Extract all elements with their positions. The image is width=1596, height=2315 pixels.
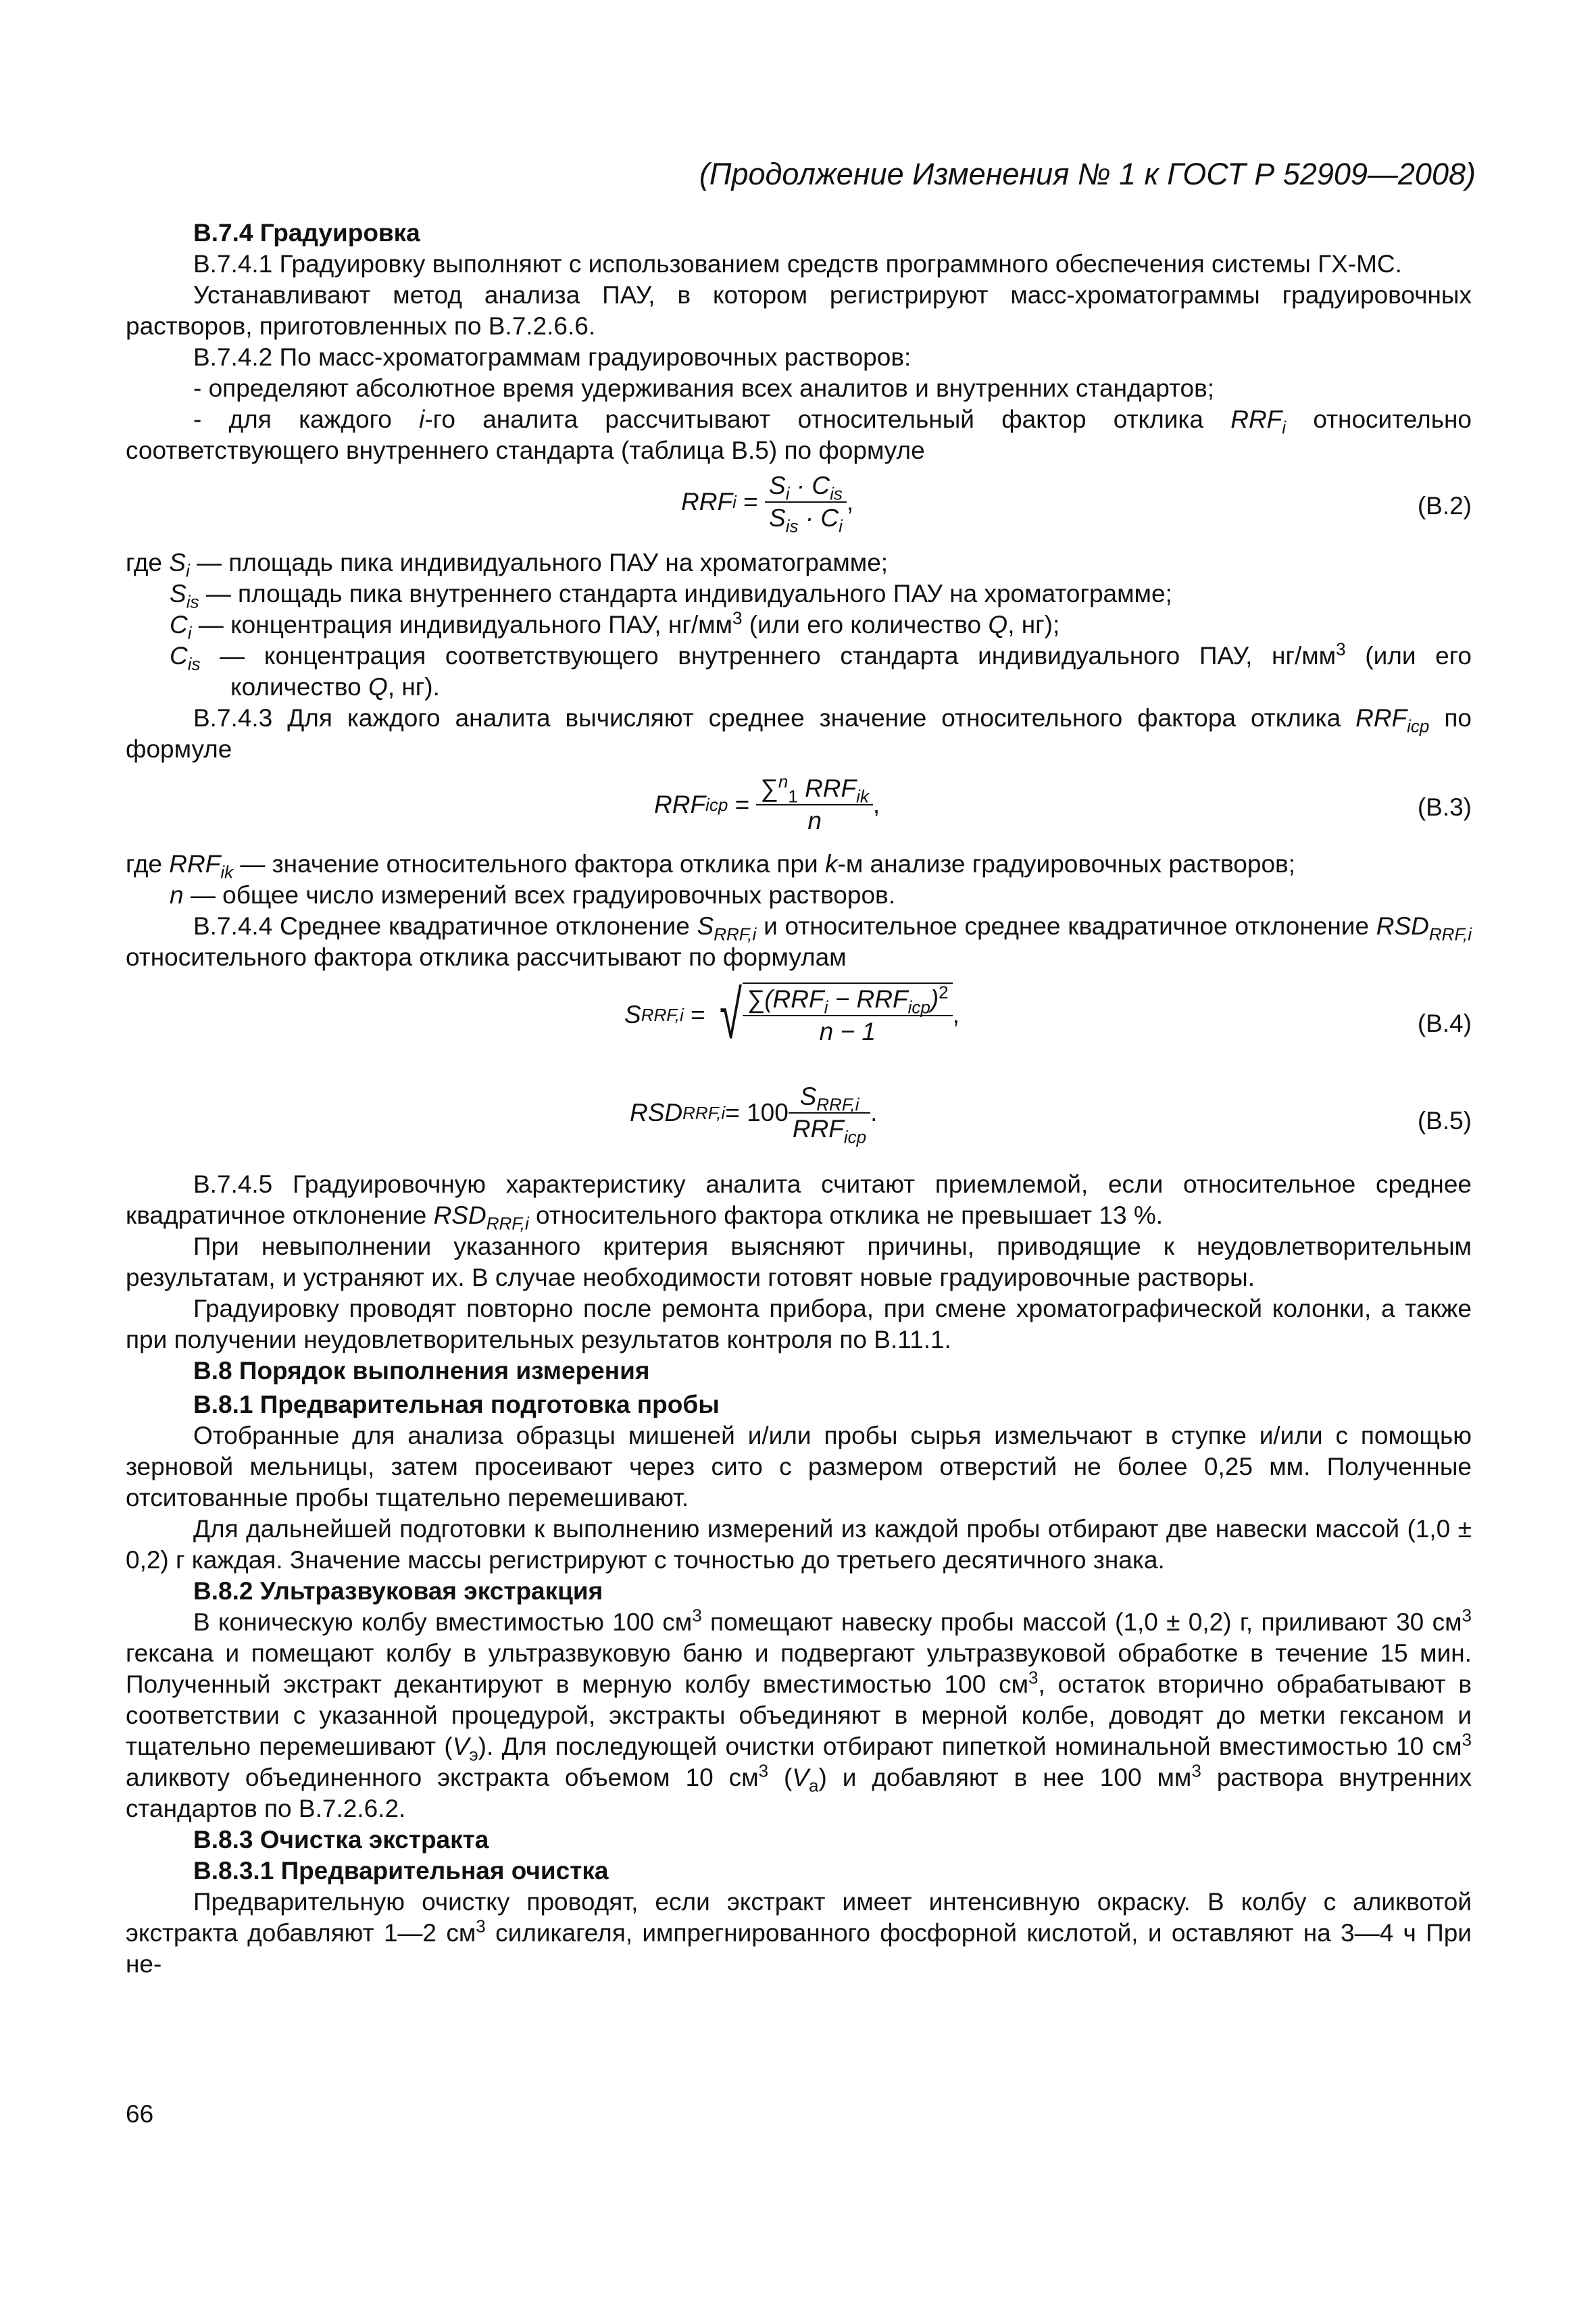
equation-number-b3: (В.3) [1417,793,1472,821]
equation-number-b2: (В.2) [1417,492,1472,520]
fraction-b3: $\frac{\sum^n_1 RRF_{ik}}{n}$ [756,773,872,837]
para-b82: В коническую колбу вместимостью 100 $см^3$ помещают навеску пробы массой (1,0 ± 0,2) г, приливают 30 $см^3$ гексана и помещают колбу в ультразвуковую баню и подвергают ультразвуковой обработке в течение 15 мин. Полученный экстракт декантируют в мерную колбу вместимостью 100 $см^3$, остаток вторично обрабатывают в соответствии с указанной процедурой, экстракты объединяют в мерной колбе, доводят до метки гексаном и тщательно перемешивают $(V_э)$. Для последующей очистки отбирают пипеткой номинальной вместимостью 10 $см^3$ аликвоту объединенного экстракта объемом 10 $см^3$ $(V_а)$ и добавляют в нее 100 $мм^3$ раствора внутренних стандартов по В.7.2.6.2. [126,1605,1472,1822]
heading-b74: В.7.4 Градуировка [193,219,420,247]
heading-b8: В.8 Порядок выполнения измерения [193,1357,650,1385]
def-n: n — общее число измерений всех градуировочных растворов. [170,881,895,909]
para-b742: В.7.4.2 По масс-хроматограммам градуировочных растворов: [193,343,912,371]
running-header: (Продолжение Изменения № 1 к ГОСТ Р 52909—2008) [699,157,1476,191]
para-b741: В.7.4.1 Градуировку выполняют с использованием средств программного обеспечения системы ГХ-МС. [193,250,1402,278]
equation-b4: S RRF,i = √ $\frac{\sum(RRF_i - RRF_{icp})^2}{n - 1}$ , (В.4) [624,977,1472,1053]
def-cis: $C_{is}$ — концентрация соответствующего внутреннего стандарта индивидуального ПАУ, $нг/мм^3$ (или его количество Q, нг). [170,639,1472,701]
para-rrf: - для каждого i-го аналита рассчитывают относительный фактор отклика $RRF_i$ относительно соответствующего внутреннего стандарта (таблица В.5) по формуле [126,405,1472,464]
radical-sign: √ [719,977,742,1053]
def-si: где $S_i$ — площадь пика индивидуального ПАУ на хроматограмме; [126,549,889,581]
para-b81-grinding: Отобранные для анализа образцы мишеней и/или пробы сырья измельчают в ступке и/или с помощью зерновой мельницы, затем просеивают через сито с размером отверстий не более 0,25 мм. Полученные отситованные пробы тщательно перемешивают. [126,1422,1472,1512]
para-recalibration: Градуировку проводят повторно после ремонта прибора, при смене хроматографической колонки, а также при получении неудовлетворительных результатов контроля по В.11.1. [126,1295,1472,1353]
para-criteria: При невыполнении указанного критерия выясняют причины, приводящие к неудовлетворительным результатам, и устраняют их. В случае необходимости готовят новые градуировочные растворы. [126,1233,1472,1291]
equation-b3: RRF icp = $\frac{\sum^n_1 RRF_{ik}}{n}$ , (В.3) [126,765,1472,849]
heading-b83: В.8.3 Очистка экстракта [193,1826,489,1853]
fraction-b2: $\frac{S_i \cdot C_{is}}{S_{is} \cdot C_i}$ [765,470,847,534]
fraction-b4: $\frac{\sum(RRF_i - RRF_{icp})^2}{n - 1}$ [743,984,953,1047]
def-sis: $S_{is}$ — площадь пика внутреннего стандарта индивидуального ПАУ на хроматограмме; [170,580,1172,612]
def-rrfik: где $RRF_{ik}$ — значение относительного фактора отклика при k-м анализе градуировочных растворов; [126,850,1295,882]
para-b744: В.7.4.4 Среднее квадратичное отклонение $S_{RRF,i}$ и относительное среднее квадратичное отклонение $RSD_{RRF,i}$ относительного фактора отклика рассчитывают по формулам [126,912,1472,971]
para-b831: Предварительную очистку проводят, если экстракт имеет интенсивную окраску. В колбу с аликвотой экстракта добавляют 1—2 $см^3$ силикагеля, импрегнированного фосфорной кислотой, и оставляют на 3—4 ч При не- [126,1888,1472,1978]
para-b743: В.7.4.3 Для каждого аналита вычисляют среднее значение относительного фактора отклика $RRF_{icp}$ по формуле [126,704,1472,763]
page-number: 66 [126,2100,154,2128]
para-retention-time: - определяют абсолютное время удерживания всех аналитов и внутренних стандартов; [193,374,1215,402]
equation-number-b5: (В.5) [1417,1107,1472,1135]
para-b81-weighing: Для дальнейшей подготовки к выполнению измерений из каждой пробы отбирают две навески массой (1,0 ± 0,2) г каждая. Значение массы регистрируют с точностью до третьего десятичного знака. [126,1515,1472,1574]
para-b745: В.7.4.5 Градуировочную характеристику аналита считают приемлемой, если относительное среднее квадратичное отклонение $RSD_{RRF,i}$ относительного фактора отклика не превышает 13 %. [126,1170,1472,1234]
heading-b81: В.8.1 Предварительная подготовка пробы [193,1391,720,1418]
para-b741-method: Устанавливают метод анализа ПАУ, в котором регистрируют масс-хроматограммы градуировочных растворов, приготовленных по В.7.2.6.6. [126,281,1472,340]
fraction-b5: $\frac{S_{RRF,i}}{RRF_{icp}}$ [789,1081,870,1145]
equation-b5: RSD RRF,i = 100 $\frac{S_{RRF,i}}{RRF_{icp}}$ . (В.5) [630,1082,1472,1147]
def-ci: $C_i$ — концентрация индивидуального ПАУ, $нг/мм^3$ (или его количество Q, нг); [170,607,1060,643]
body-text [126,218,1472,1980]
heading-b82: В.8.2 Ультразвуковая экстракция [193,1577,603,1605]
equation-b2: RRF i = $\frac{S_i \cdot C_{is}}{S_{is} \cdot C_i}$ , (В.2) [681,472,1472,537]
heading-b831: В.8.3.1 Предварительная очистка [193,1857,609,1885]
equation-number-b4: (В.4) [1417,1010,1472,1037]
